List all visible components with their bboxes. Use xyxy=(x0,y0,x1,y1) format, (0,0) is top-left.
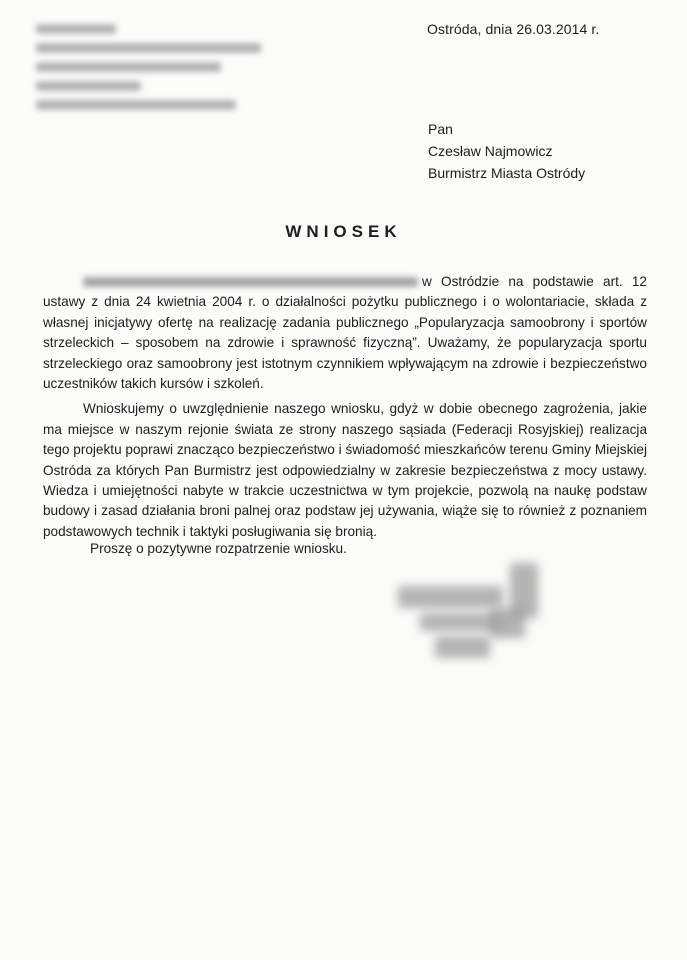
letter-date: Ostróda, dnia 26.03.2014 r. xyxy=(427,21,600,37)
signature-redacted xyxy=(390,558,570,673)
document-title: WNIOSEK xyxy=(285,222,402,241)
recipient-position: Burmistrz Miasta Ostródy xyxy=(428,165,586,181)
recipient-name: Czesław Najmowicz xyxy=(428,143,553,159)
recipient-salutation: Pan xyxy=(428,121,453,137)
paragraph-2-text: Wnioskujemy o uwzględnienie naszego wniosku, gdyż w dobie obecnego zagrożenia, jakie ma miejsce w naszym rejonie świata ze strony naszego sąsiada (Federacji Rosyjskiej) realizacja tego projektu poprawi znacząco bezpieczeństwo i świadomość mieszkańców terenu Gminy Miejskiej Ostróda za których Pan Burmistrz jest odpowiedzialny w zakresie bezpieczeństwa z mocy ustawy. Wiedza i umiejętności nabyte w trakcie uczestnictwa w tym projekcie, pozwolą na naukę podstaw budowy i zasad działania broni palnej oraz podstaw jej używania, wiąże się to również z poznaniem podstawowych technik i taktyki posługiwania się bronią. xyxy=(43,401,647,539)
letter-body xyxy=(43,272,647,542)
paragraph-2 xyxy=(43,399,647,542)
redacted-line xyxy=(36,62,221,72)
redacted-line xyxy=(36,100,236,110)
redacted-line xyxy=(36,43,261,53)
paragraph-1 xyxy=(43,272,647,394)
closing-line: Proszę o pozytywne rozpatrzenie wniosku. xyxy=(90,541,347,556)
recipient-block xyxy=(428,118,585,184)
paragraph-1-text: w Ostródzie na podstawie art. 12 ustawy z dnia 24 kwietnia 2004 r. o działalności pożytku publicznego i o wolontariacie, składa z własnej inicjatywy ofertę na realizację zadania publicznego „Popularyzacja samoobrony i sportów strzeleckich – sposobem na zdrowie i sprawność fizyczną”. Uważamy, że popularyzacja sportu strzeleckiego oraz samoobrony jest istotnym czynnikiem wpływającym na zdrowie i bezpieczeństwo uczestników takich kursów i szkoleń. xyxy=(43,274,647,392)
organization-name-redacted xyxy=(83,277,418,287)
redacted-line xyxy=(36,81,141,91)
redacted-line xyxy=(36,24,116,34)
sender-address-redacted xyxy=(36,24,276,119)
